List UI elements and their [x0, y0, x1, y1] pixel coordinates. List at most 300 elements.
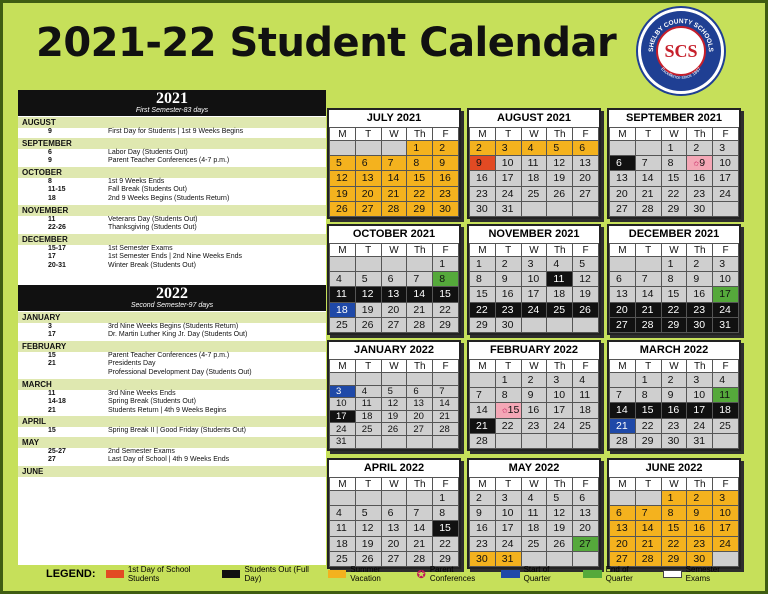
week-row — [610, 141, 739, 156]
day-cell — [470, 302, 496, 317]
day-cell — [407, 423, 433, 436]
day-cell — [433, 491, 459, 506]
weekday-header: F — [573, 360, 599, 373]
day-number: 16 — [693, 172, 706, 185]
week-row — [330, 435, 459, 448]
day-number: 7 — [476, 389, 482, 402]
day-number: 22 — [667, 537, 680, 550]
day-cell — [661, 506, 687, 521]
day-number: 21 — [387, 187, 400, 200]
day-cell — [495, 257, 521, 272]
day-cell — [661, 521, 687, 536]
event-row — [18, 331, 326, 340]
day-cell — [687, 433, 713, 448]
week-row — [470, 317, 599, 332]
day-cell — [330, 398, 356, 411]
day-cell — [470, 433, 496, 448]
day-number: 30 — [667, 434, 680, 447]
day-cell — [547, 201, 573, 216]
day-cell — [610, 403, 636, 418]
day-cell — [610, 141, 636, 156]
weekday-header: Th — [687, 478, 713, 491]
day-cell — [610, 418, 636, 433]
day-number: 24 — [693, 419, 706, 432]
day-cell — [433, 257, 459, 272]
event-date: 6 — [48, 148, 52, 156]
day-cell — [547, 418, 573, 433]
day-number: 16 — [501, 288, 514, 301]
day-cell — [330, 373, 356, 386]
week-row — [470, 141, 599, 156]
day-cell — [355, 201, 381, 216]
day-cell — [330, 257, 356, 272]
day-cell — [381, 373, 407, 386]
day-number: 18 — [336, 303, 348, 316]
event-date: 11 — [48, 389, 56, 397]
day-number: 5 — [361, 273, 368, 286]
day-cell — [495, 201, 521, 216]
event-row — [18, 398, 326, 407]
weekday-header: W — [381, 244, 407, 257]
week-row — [610, 403, 739, 418]
week-row — [610, 536, 739, 551]
day-number: 27 — [387, 552, 400, 565]
weekday-header: F — [713, 128, 739, 141]
day-number: 22 — [439, 537, 451, 550]
day-number: 12 — [361, 522, 374, 535]
day-cell — [573, 156, 599, 171]
day-cell — [330, 186, 356, 201]
day-number: 22 — [641, 419, 654, 432]
week-row — [330, 506, 459, 521]
weekday-header: Th — [687, 360, 713, 373]
day-cell — [713, 272, 739, 287]
day-cell — [433, 373, 459, 386]
day-cell — [407, 156, 433, 171]
day-number: 14 — [641, 288, 654, 301]
day-number: 13 — [579, 157, 591, 170]
day-cell — [521, 302, 547, 317]
day-cell — [330, 272, 356, 287]
month-calendar — [467, 224, 601, 335]
day-cell — [573, 388, 599, 403]
day-cell — [330, 385, 356, 398]
event-date: 15-17 — [48, 244, 66, 252]
day-number: 9 — [527, 389, 534, 402]
day-number: 8 — [413, 157, 420, 170]
parent-conference-star-icon: ✩ — [693, 161, 700, 169]
weekday-header: M — [330, 478, 356, 491]
day-cell — [610, 506, 636, 521]
day-number: 7 — [641, 157, 648, 170]
legend-item — [583, 565, 649, 583]
legend-item — [501, 565, 569, 583]
day-cell — [381, 536, 407, 551]
event-month-header: JUNE — [18, 466, 326, 477]
day-cell — [407, 287, 433, 302]
day-cell — [573, 201, 599, 216]
day-cell — [470, 257, 496, 272]
day-number: 9 — [693, 507, 700, 520]
day-cell — [610, 257, 636, 272]
day-number: 7 — [413, 273, 420, 286]
day-cell — [713, 506, 739, 521]
day-cell — [635, 521, 661, 536]
week-row — [470, 257, 599, 272]
event-row — [18, 323, 326, 332]
day-cell — [713, 491, 739, 506]
day-cell — [433, 171, 459, 186]
event-date: 27 — [48, 456, 56, 464]
event-row — [18, 128, 326, 137]
day-number: 14 — [476, 404, 488, 417]
day-number: 4 — [579, 374, 586, 387]
day-cell — [495, 171, 521, 186]
week-row — [610, 156, 739, 171]
month-calendar — [327, 458, 461, 569]
day-cell — [610, 388, 636, 403]
day-number: 29 — [667, 202, 680, 215]
weekday-header: W — [381, 128, 407, 141]
day-cell — [433, 287, 459, 302]
event-row — [18, 149, 326, 158]
day-number: 21 — [413, 303, 426, 316]
week-row — [330, 287, 459, 302]
day-cell — [495, 536, 521, 551]
day-number: 20 — [361, 187, 374, 200]
day-number: 28 — [413, 318, 426, 331]
month-calendar — [607, 224, 741, 335]
day-number: 19 — [579, 288, 591, 301]
day-cell — [355, 536, 381, 551]
weekday-header: T — [495, 244, 521, 257]
day-cell — [407, 272, 433, 287]
day-number: 31 — [693, 434, 706, 447]
day-number: 13 — [616, 288, 628, 301]
day-cell — [407, 302, 433, 317]
day-cell — [470, 403, 496, 418]
week-row — [470, 156, 599, 171]
weekday-header: M — [470, 360, 496, 373]
day-number: 24 — [719, 537, 731, 550]
day-cell — [635, 418, 661, 433]
day-number: 1 — [667, 492, 674, 505]
day-cell — [330, 491, 356, 506]
event-row — [18, 390, 326, 399]
day-cell — [713, 302, 739, 317]
weekday-header: M — [610, 244, 636, 257]
weekday-header: F — [713, 478, 739, 491]
logo-ring-top-text: SHELBY COUNTY SCHOOLS — [648, 18, 714, 53]
day-cell — [355, 171, 381, 186]
event-text: Students Return | 4th 9 Weeks Begins — [108, 406, 227, 414]
day-number: 8 — [667, 157, 674, 170]
svg-text:SHELBY COUNTY SCHOOLS — [648, 18, 714, 53]
day-cell — [687, 287, 713, 302]
weekday-header: T — [495, 128, 521, 141]
day-cell — [635, 506, 661, 521]
day-number: 11 — [527, 157, 539, 170]
day-cell — [635, 317, 661, 332]
weekday-header: Th — [407, 244, 433, 257]
day-number: 7 — [641, 273, 648, 286]
day-cell — [713, 201, 739, 216]
day-number: 11 — [361, 398, 372, 410]
day-cell — [610, 302, 636, 317]
day-cell — [661, 536, 687, 551]
event-text: 3rd Nine Weeks Begins (Students Return) — [108, 322, 239, 330]
day-cell — [381, 423, 407, 436]
day-cell — [687, 536, 713, 551]
day-number: 30 — [693, 552, 706, 565]
day-cell — [521, 257, 547, 272]
event-row — [18, 360, 326, 369]
day-number: 6 — [579, 492, 586, 505]
day-number: 24 — [336, 423, 347, 435]
day-number: 28 — [641, 202, 654, 215]
month-grid — [609, 243, 739, 333]
weekday-header: M — [330, 360, 356, 373]
month-title: OCTOBER 2021 — [329, 226, 459, 243]
day-cell — [610, 171, 636, 186]
day-cell — [355, 317, 381, 332]
event-row — [18, 224, 326, 233]
weekday-header: M — [610, 478, 636, 491]
month-title: JANUARY 2022 — [329, 342, 459, 359]
day-number: 9 — [699, 157, 706, 170]
event-date — [18, 369, 108, 378]
day-cell — [713, 521, 739, 536]
event-month-header: JANUARY — [18, 312, 326, 323]
month-calendar — [467, 458, 601, 569]
day-cell — [521, 388, 547, 403]
day-number: 3 — [719, 258, 726, 271]
day-number: 15 — [413, 172, 426, 185]
day-cell — [433, 272, 459, 287]
day-cell — [547, 388, 573, 403]
day-cell — [495, 491, 521, 506]
day-cell — [470, 287, 496, 302]
day-number: 4 — [527, 492, 534, 505]
weekday-header: W — [661, 478, 687, 491]
day-cell — [407, 186, 433, 201]
day-cell — [547, 506, 573, 521]
day-number: 25 — [527, 187, 540, 200]
event-date: 9 — [48, 157, 52, 165]
day-number: 19 — [387, 411, 399, 423]
week-row — [330, 201, 459, 216]
event-month-header: APRIL — [18, 416, 326, 427]
day-cell — [713, 287, 739, 302]
day-number: 24 — [501, 187, 514, 200]
day-cell — [635, 156, 661, 171]
day-cell — [521, 171, 547, 186]
day-cell — [661, 302, 687, 317]
day-number: 19 — [553, 172, 566, 185]
legend-item — [328, 565, 403, 583]
day-number: 3 — [336, 385, 342, 397]
legend-item — [222, 565, 314, 583]
event-month-header: SEPTEMBER — [18, 138, 326, 149]
month-title: SEPTEMBER 2021 — [609, 110, 739, 127]
day-cell — [573, 536, 599, 551]
day-cell — [610, 287, 636, 302]
week-row — [470, 186, 599, 201]
day-number: 17 — [336, 411, 347, 423]
day-cell — [547, 317, 573, 332]
event-text: Professional Development Day (Students Out) — [108, 368, 252, 376]
day-number: 22 — [476, 303, 488, 316]
weekday-header: T — [495, 360, 521, 373]
day-cell — [635, 186, 661, 201]
day-cell — [635, 433, 661, 448]
day-cell — [687, 403, 713, 418]
day-cell — [661, 186, 687, 201]
day-number: 22 — [501, 419, 514, 432]
day-number: 20 — [616, 537, 628, 550]
weekday-header: Th — [407, 128, 433, 141]
day-number: 16 — [476, 522, 488, 535]
day-cell — [547, 373, 573, 388]
legend-swatch — [222, 570, 240, 578]
day-number: 11 — [553, 273, 565, 286]
day-cell — [635, 302, 661, 317]
day-number: 23 — [476, 187, 488, 200]
day-number: 3 — [719, 142, 726, 155]
day-cell — [713, 171, 739, 186]
day-number: 2 — [476, 142, 482, 155]
day-number: 9 — [476, 507, 482, 520]
day-cell — [713, 141, 739, 156]
event-text: 1st 9 Weeks Ends — [108, 177, 165, 185]
weekday-header: F — [573, 244, 599, 257]
day-cell — [381, 156, 407, 171]
month-grid — [469, 359, 599, 449]
day-number: 15 — [507, 404, 520, 417]
day-cell — [661, 201, 687, 216]
day-cell — [330, 201, 356, 216]
day-cell — [547, 433, 573, 448]
day-number: 27 — [616, 318, 628, 331]
day-cell — [713, 317, 739, 332]
day-number: 17 — [693, 404, 706, 417]
day-cell — [521, 156, 547, 171]
page-title: 2021-22 Student Calendar — [36, 20, 617, 66]
week-row — [610, 257, 739, 272]
day-cell — [547, 521, 573, 536]
day-cell — [610, 536, 636, 551]
day-cell — [521, 536, 547, 551]
day-number: 12 — [361, 288, 374, 301]
day-cell — [407, 385, 433, 398]
weekday-header: F — [433, 478, 459, 491]
day-cell — [330, 410, 356, 423]
week-row — [330, 302, 459, 317]
legend-item-label: 1st Day of School Students — [127, 565, 191, 583]
day-number: 29 — [476, 318, 488, 331]
day-number: 28 — [439, 423, 450, 435]
day-number: 8 — [439, 507, 446, 520]
event-date: 22-26 — [48, 224, 66, 232]
day-number: 18 — [527, 522, 540, 535]
week-row — [330, 521, 459, 536]
day-cell — [573, 506, 599, 521]
weekday-header: W — [521, 244, 547, 257]
day-number: 4 — [361, 385, 368, 397]
day-number: 11 — [527, 507, 539, 520]
day-number: 1 — [476, 258, 482, 271]
day-cell — [547, 171, 573, 186]
day-number: 6 — [361, 157, 368, 170]
day-cell — [381, 435, 407, 448]
day-number: 10 — [336, 398, 347, 410]
logo-ring — [641, 11, 721, 91]
event-date: 20-31 — [48, 261, 66, 269]
day-cell — [470, 156, 496, 171]
event-text: Veterans Day (Students Out) — [108, 215, 198, 223]
day-number: 16 — [693, 288, 706, 301]
year-label: 2021 — [156, 90, 188, 107]
day-number: 2 — [667, 374, 674, 387]
day-number: 20 — [616, 303, 628, 316]
day-number: 21 — [439, 411, 450, 423]
event-text: Presidents Day — [108, 360, 156, 368]
day-number: 24 — [553, 419, 566, 432]
event-date: 17 — [48, 253, 56, 261]
week-row — [610, 317, 739, 332]
day-number: 29 — [439, 552, 451, 565]
week-row — [330, 398, 459, 411]
day-number: 25 — [719, 419, 731, 432]
day-number: 29 — [413, 202, 426, 215]
weekday-header: W — [381, 478, 407, 491]
week-row — [470, 521, 599, 536]
event-row — [18, 456, 326, 465]
logo-text: SCS — [664, 40, 698, 61]
day-cell — [547, 156, 573, 171]
day-cell — [355, 423, 381, 436]
day-cell — [521, 272, 547, 287]
day-cell — [573, 373, 599, 388]
day-number: 23 — [439, 187, 451, 200]
week-row — [610, 388, 739, 403]
day-cell — [355, 521, 381, 536]
day-number: 15 — [439, 288, 451, 301]
day-cell — [573, 418, 599, 433]
events-panel — [18, 90, 326, 565]
day-number: 9 — [693, 273, 700, 286]
day-number: 13 — [387, 288, 400, 301]
day-number: 5 — [579, 258, 586, 271]
day-number: 13 — [361, 172, 374, 185]
day-number: 15 — [667, 522, 680, 535]
day-number: 12 — [553, 157, 566, 170]
day-number: 18 — [719, 404, 731, 417]
day-cell — [687, 418, 713, 433]
day-cell — [381, 491, 407, 506]
event-row — [18, 352, 326, 361]
day-cell — [381, 521, 407, 536]
day-number: 21 — [476, 419, 488, 432]
day-number: 2 — [501, 258, 508, 271]
day-number: 7 — [387, 157, 394, 170]
day-cell — [573, 403, 599, 418]
month-grid — [469, 477, 599, 567]
day-cell — [521, 141, 547, 156]
weekday-header: Th — [407, 360, 433, 373]
day-number: 1 — [501, 374, 508, 387]
day-number: 9 — [501, 273, 508, 286]
